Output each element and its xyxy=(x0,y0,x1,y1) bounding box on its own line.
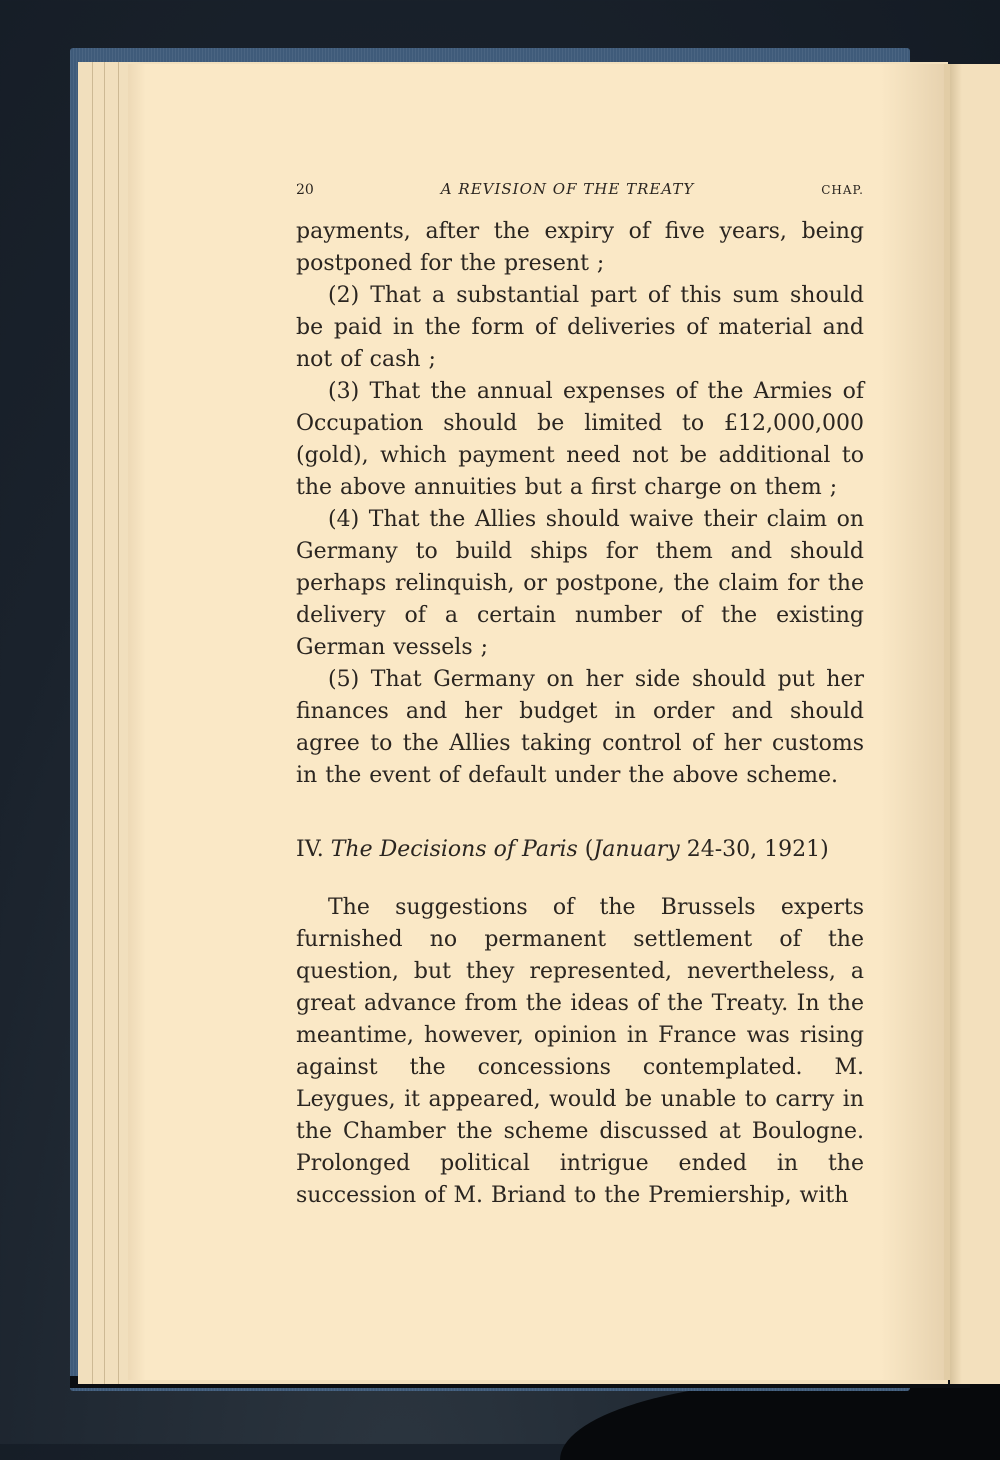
page-text xyxy=(296,180,864,1212)
paragraph: (3) That the annual expenses of the Armies of Occupation should be limited to £12,000,000 (gold), which payment need not be additional to the above annuities but a first charge on them ; xyxy=(296,379,864,500)
page-edge-line xyxy=(92,62,93,1384)
section-title: The Decisions of Paris xyxy=(330,837,578,862)
running-title: A REVISION OF THE TREATY xyxy=(440,180,695,198)
section-heading xyxy=(296,834,864,866)
page-number: 20 xyxy=(296,182,314,198)
paragraph: (5) That Germany on her side should put her finances and her budget in order and should agree to the Allies taking control of her customs in the event of default under the above scheme. xyxy=(296,667,864,788)
running-head xyxy=(296,180,864,206)
paragraph: payments, after the expiry of five years, being postponed for the present ; xyxy=(296,219,864,276)
page-edge-line xyxy=(118,62,119,1384)
paragraph: (2) That a substantial part of this sum should be paid in the form of deliveries of material and not of cash ; xyxy=(296,283,864,372)
background-shadow xyxy=(560,1380,1000,1460)
facing-page-edge xyxy=(950,64,1000,1384)
section-date-month: January xyxy=(593,837,680,862)
section-numeral: IV. xyxy=(296,837,324,862)
chapter-label: CHAP. xyxy=(821,183,864,197)
section-date-open: ( xyxy=(584,837,594,862)
page-edge-line xyxy=(104,62,105,1384)
section-body: The suggestions of the Brussels experts furnished no permanent settlement of the question, but they represented, nevertheless, a great advance from the ideas of the Treaty. In the meantime, however, opinion in France was rising against the concessions contemplated. M. Leygues, it appeared, would be unable to carry in the Chamber the scheme discussed at Boulogne. Prolonged political intrigue ended in the succession of M. Briand to the Premiership, with xyxy=(296,895,864,1208)
section-date-rest: 24-30, 1921) xyxy=(686,837,829,862)
paragraph: (4) That the Allies should waive their claim on Germany to build ships for them and should perhaps relinquish, or postpone, the claim for the delivery of a certain number of the existing German vessels ; xyxy=(296,507,864,660)
